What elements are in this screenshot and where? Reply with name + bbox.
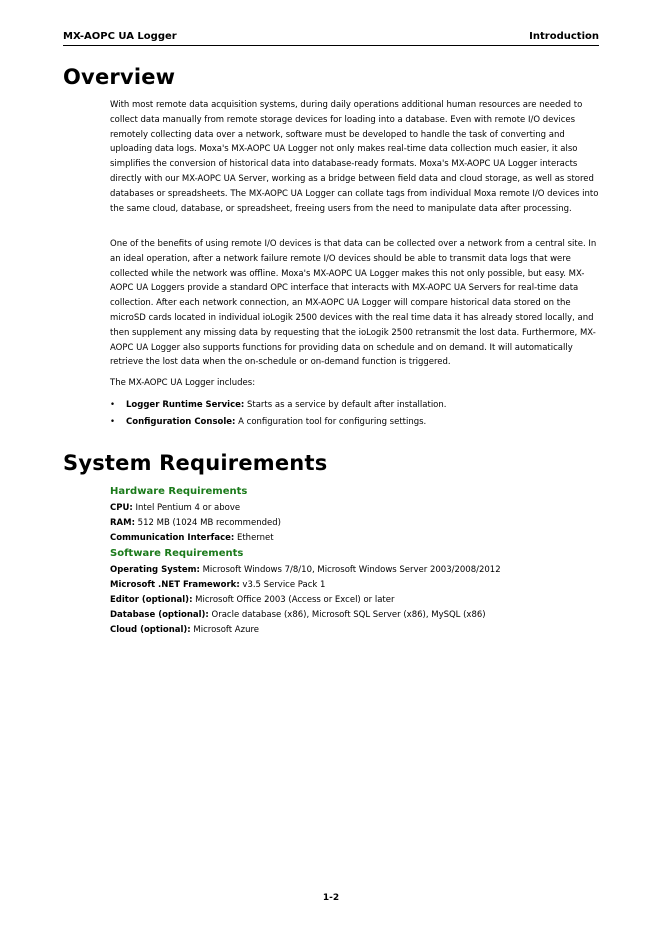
hardware-requirements-heading: Hardware Requirements <box>110 486 248 497</box>
header-doc-title: MX-AOPC UA Logger <box>63 31 177 42</box>
requirement-value: v3.5 Service Pack 1 <box>239 580 326 590</box>
system-requirements-heading: System Requirements <box>63 451 328 475</box>
overview-paragraph-2: One of the benefits of using remote I/O devices is that data can be collected over a network from a central site. In an ideal operation, after a network failure remote I/O devices should be able to transmit data logs that were collected while the network was offline. Moxa's MX-AOPC UA Logger makes this not only possible, but easy. MX-AOPC UA Loggers provide a standard OPC interface that interacts with MX-AOPC UA Servers for real-time data collection. After each network connection, an MX-AOPC UA Logger will compare historical data stored on the microSD cards located in individual ioLogik 2500 devices with the real time data it has already stored locally, and then supplement any missing data by requesting that the ioLogik 2500 retransmit the lost data. Furthermore, MX-AOPC UA Logger also supports functions for providing data on schedule and on demand. It will automatically retrieve the lost data when the on-schedule or on-demand function is triggered. <box>110 239 597 368</box>
requirement-value: Ethernet <box>234 533 274 543</box>
requirement-value: Intel Pentium 4 or above <box>132 503 241 513</box>
software-requirements-heading: Software Requirements <box>110 548 244 559</box>
includes-list <box>110 398 602 432</box>
requirement-row <box>110 593 602 608</box>
requirement-value: Microsoft Azure <box>190 625 259 635</box>
list-item-text: A configuration tool for configuring settings. <box>235 417 427 427</box>
list-item-label: Configuration Console: <box>126 417 236 427</box>
header-chapter-title: Introduction <box>529 31 599 42</box>
requirement-label: RAM: <box>110 518 135 528</box>
requirement-row <box>110 608 602 623</box>
bullet-marker: • <box>110 417 116 427</box>
requirement-label: Database (optional): <box>110 610 209 620</box>
list-item-text: Starts as a service by default after installation. <box>244 400 447 410</box>
requirement-label: Communication Interface: <box>110 533 235 543</box>
requirement-value: Microsoft Office 2003 (Access or Excel) or later <box>192 595 395 605</box>
list-item <box>110 415 602 432</box>
list-item-label: Logger Runtime Service: <box>126 400 245 410</box>
requirement-value: Microsoft Windows 7/8/10, Microsoft Windows Server 2003/2008/2012 <box>199 565 501 575</box>
requirement-value: Oracle database (x86), Microsoft SQL Server (x86), MySQL (x86) <box>208 610 486 620</box>
hardware-requirements-list <box>110 501 602 546</box>
requirement-label: Editor (optional): <box>110 595 193 605</box>
requirement-row <box>110 578 602 593</box>
requirement-row <box>110 516 602 531</box>
requirement-value: 512 MB (1024 MB recommended) <box>134 518 281 528</box>
requirement-row <box>110 563 602 578</box>
requirement-label: Cloud (optional): <box>110 625 191 635</box>
requirement-row <box>110 501 602 516</box>
page-number: 1-2 <box>322 893 340 903</box>
overview-heading: Overview <box>63 65 176 89</box>
requirement-label: Operating System: <box>110 565 200 575</box>
list-item <box>110 398 602 415</box>
requirement-label: Microsoft .NET Framework: <box>110 580 240 590</box>
requirement-row <box>110 531 602 546</box>
bullet-marker: • <box>110 400 116 410</box>
overview-paragraph-1: With most remote data acquisition systems, during daily operations additional human resources are needed to collect data manually from remote storage devices for loading into a database. Even with remote I/O devices remotely collecting data over a network, software must be developed to handle the task of converting and uploading data logs. Moxa's MX-AOPC UA Logger not only makes real-time data collection much easier, it also simplifies the conversion of historical data into database-ready formats. Moxa's MX-AOPC UA Logger interacts directly with our MX-AOPC UA Server, working as a bridge between field data and cloud storage, as well as stored databases or spreadsheets. The MX-AOPC UA Logger can collate tags from individual Moxa remote I/O devices into the same cloud, database, or spreadsheet, freeing users from the need to manipulate data after processing. <box>110 100 599 214</box>
overview-paragraph-3: The MX-AOPC UA Logger includes: <box>110 378 256 388</box>
requirement-row <box>110 623 602 638</box>
page-header <box>63 31 599 46</box>
software-requirements-list <box>110 563 602 638</box>
requirement-label: CPU: <box>110 503 133 513</box>
